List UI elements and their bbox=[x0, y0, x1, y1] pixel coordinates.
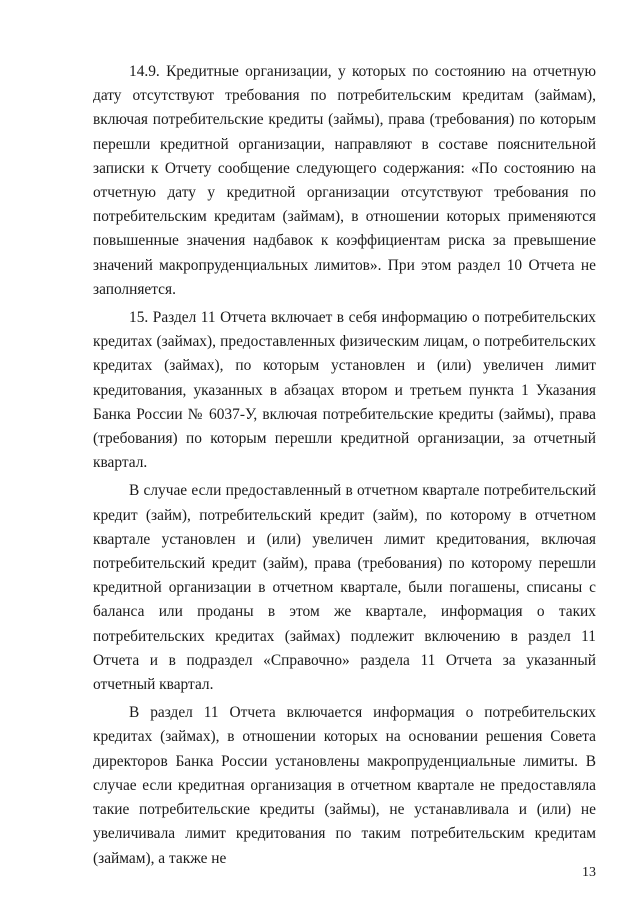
paragraph-14-9: 14.9. Кредитные организации, у которых по состоянию на отчетную дату отсутствуют требования по потребительским кредитам (займам), включая потребительские кредиты (займы), права (требования) по которым перешли кредитной организации, направляют в составе пояснительной записки к Отчету сообщение следующего содержания: «По состоянию на отчетную дату у кредитной организации отсутствуют требования по потребительским кредитам (займам), в отношении которых применяются повышенные значения надбавок к коэффициентам риска за превышение значений макропруденциальных лимитов». При этом раздел 10 Отчета не заполняется. bbox=[93, 63, 596, 298]
paragraph-macroprudential-limits: В раздел 11 Отчета включается информация о потребительских кредитах (займах), в отношении которых на основании решения Совета директоров Банка России установлены макропруденциальные лимиты. В случае если кредитная организация в отчетном квартале не предоставляла такие потребительские кредиты (займы), не устанавливала и (или) не увеличивала лимит кредитования по таким потребительским кредитам (займам), а также не bbox=[93, 704, 596, 867]
document-body bbox=[93, 60, 596, 871]
paragraph-15: 15. Раздел 11 Отчета включает в себя информацию о потребительских кредитах (займах), предоставленных физическим лицам, о потребительских кредитах (займах), по которым установлен и (или) увеличен лимит кредитования, указанных в абзацах втором и третьем пункта 1 Указания Банка России № 6037-У, включая потребительские кредиты (займы), права (требования) по которым перешли кредитной организации, за отчетный квартал. bbox=[93, 309, 596, 472]
paragraph-repaid-loans: В случае если предоставленный в отчетном квартале потребительский кредит (займ), потребительский кредит (займ), по которому в отчетном квартале установлен и (или) увеличен лимит кредитования, включая потребительский кредит (займ), права (требования) по которому перешли кредитной организации в отчетном квартале, были погашены, списаны с баланса или проданы в этом же квартале, информация о таких потребительских кредитах (займах) подлежит включению в раздел 11 Отчета и в подраздел «Справочно» раздела 11 Отчета за указанный отчетный квартал. bbox=[93, 482, 596, 694]
page-number: 13 bbox=[582, 865, 596, 880]
